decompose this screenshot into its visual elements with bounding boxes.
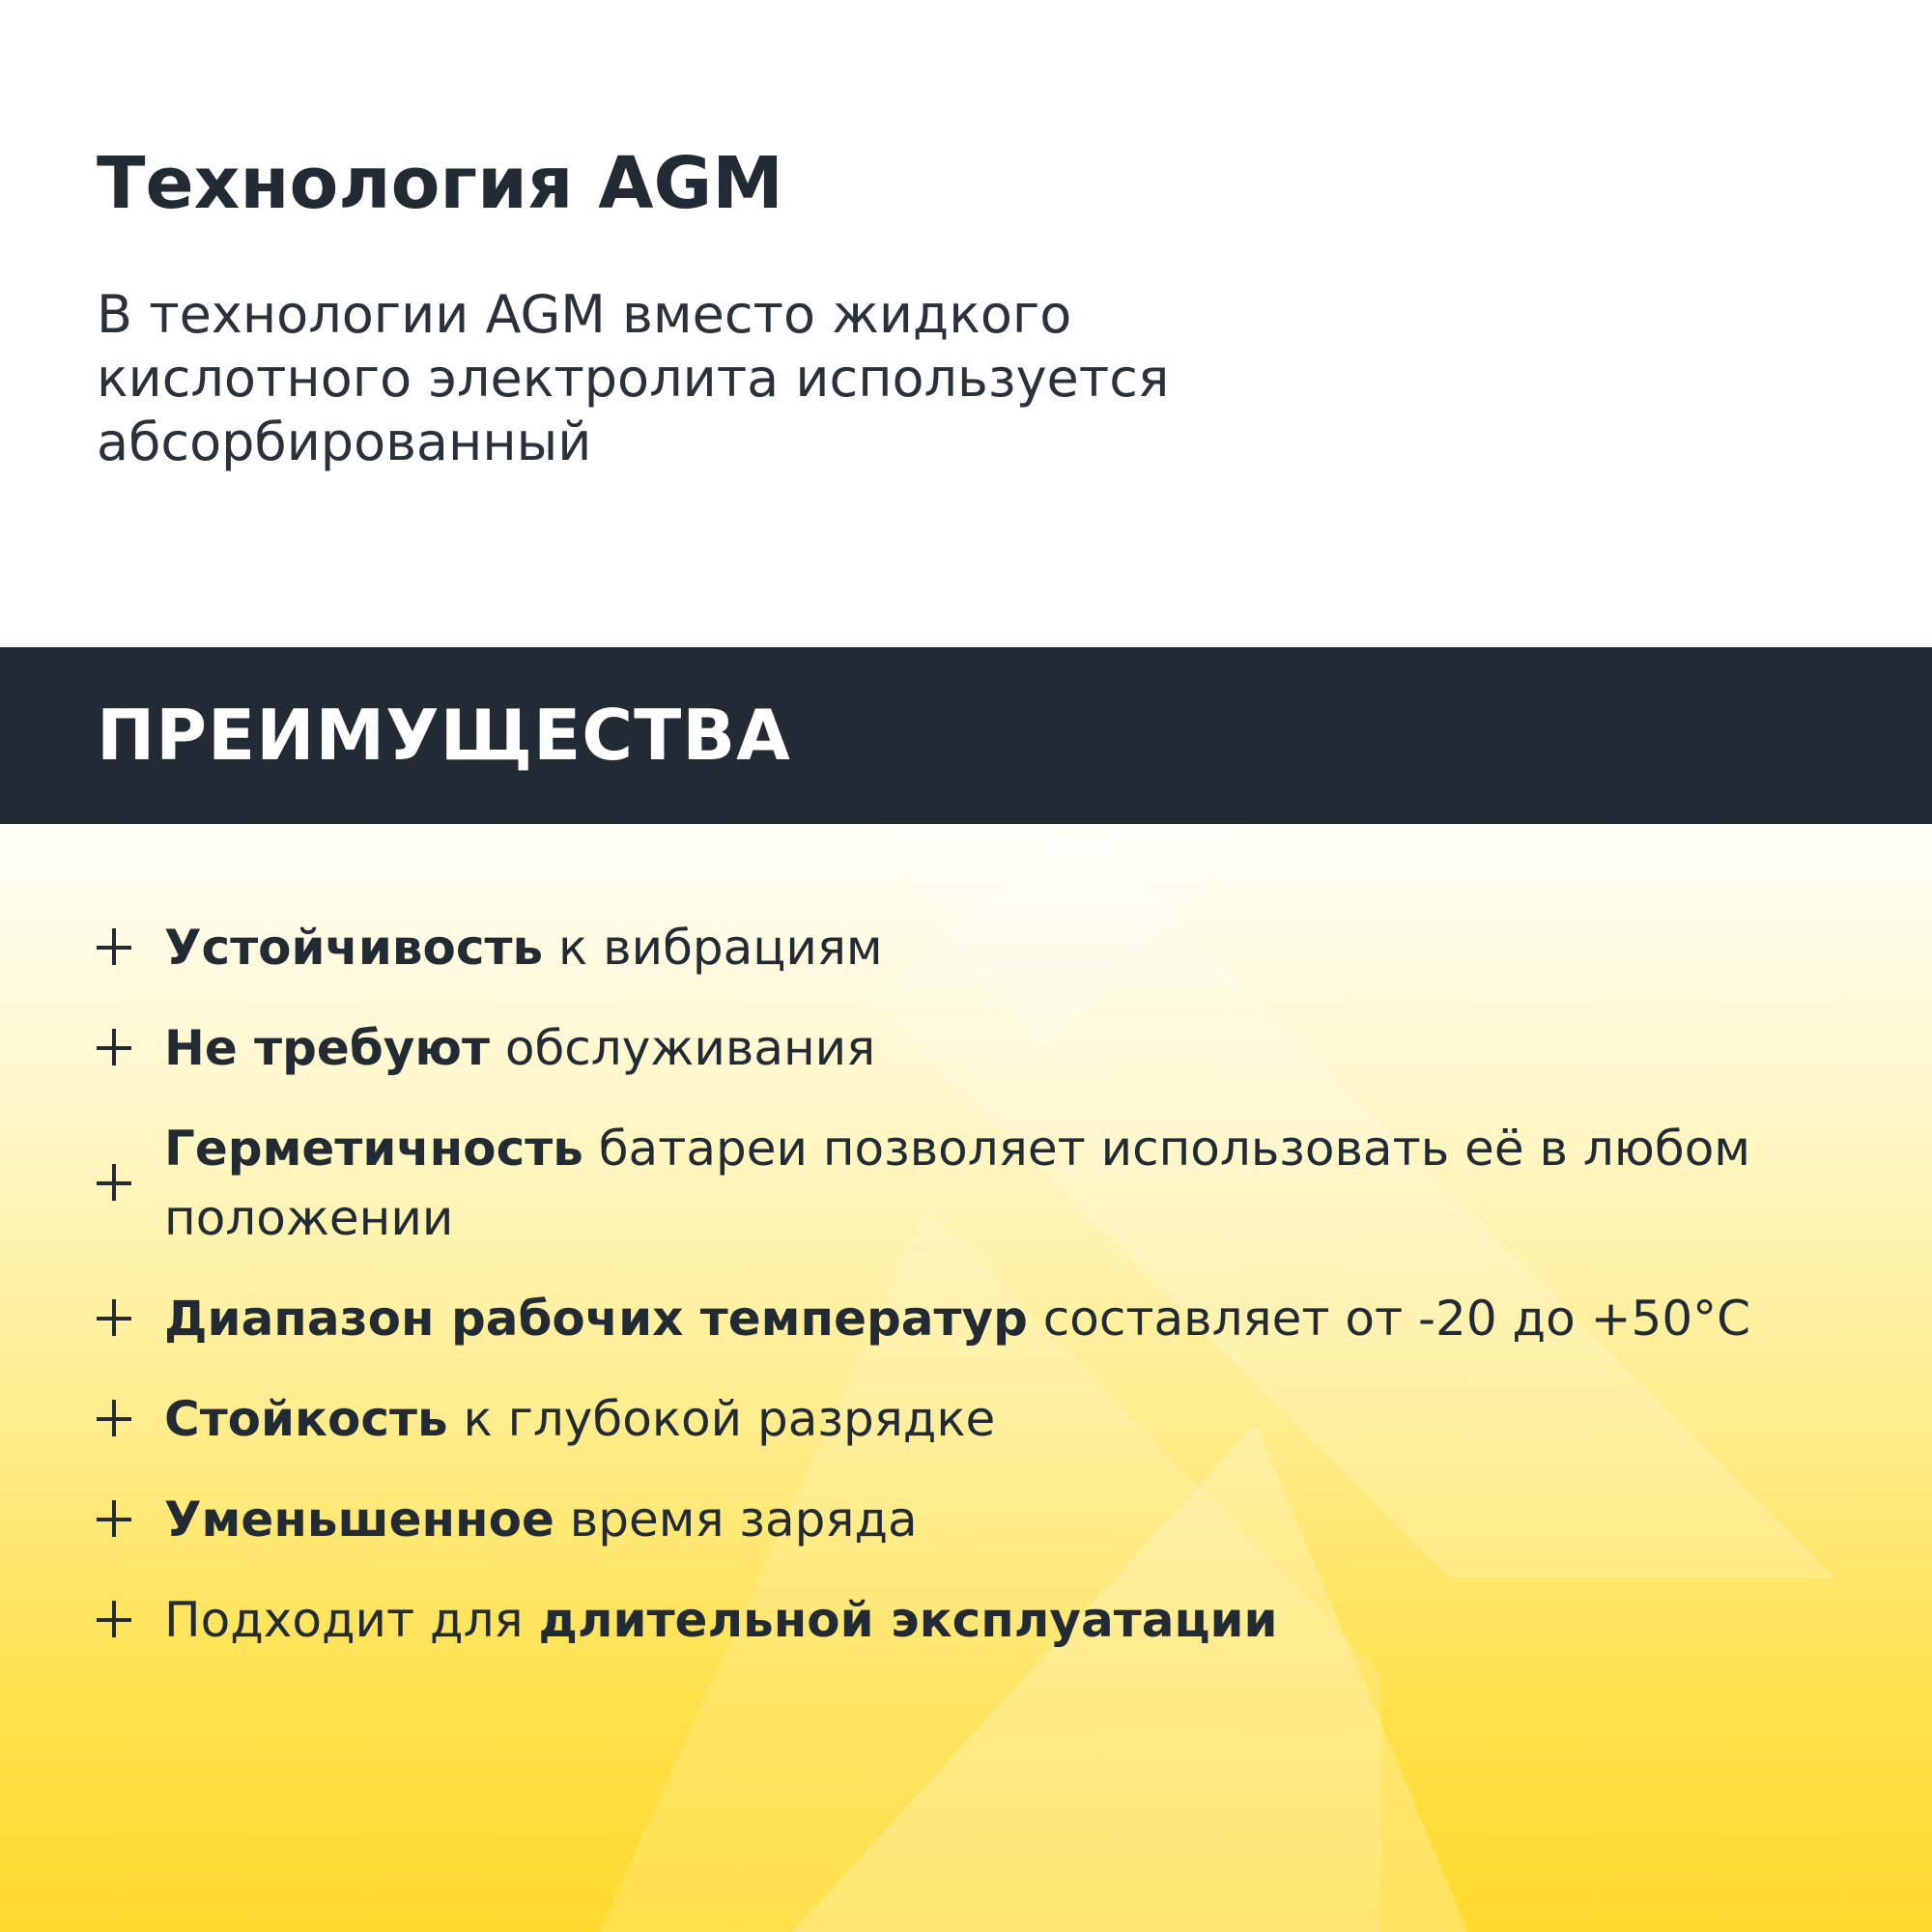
benefit-bold: Уменьшенное	[164, 1492, 554, 1548]
benefit-bold: длительной эксплуатации	[538, 1592, 1278, 1648]
benefit-text	[164, 1114, 1826, 1253]
benefit-text	[164, 913, 1864, 982]
benefit-bold: Диапазон рабочих температур	[164, 1291, 1028, 1347]
intro-text: В технологии AGM вместо жидкого кислотного электролита используется абсорбированный	[97, 284, 1170, 472]
advantages-heading: ПРЕИМУЩЕСТВА	[97, 695, 791, 776]
benefit-bold: Герметичность	[164, 1121, 583, 1177]
benefit-rest: время заряда	[554, 1492, 918, 1548]
benefit-text	[164, 1384, 1864, 1454]
benefits-section	[0, 824, 1932, 1932]
benefit-item-charge-time	[97, 1485, 1835, 1554]
plus-icon	[97, 1500, 135, 1539]
plus-icon	[97, 1299, 135, 1338]
benefit-item-temperature	[97, 1284, 1835, 1353]
benefit-rest: к вибрациям	[543, 920, 883, 976]
benefit-text	[164, 1585, 1864, 1655]
benefit-item-long-life	[97, 1585, 1835, 1655]
benefit-item-vibration	[97, 913, 1835, 982]
plus-icon	[97, 928, 135, 967]
plus-icon	[97, 1164, 135, 1203]
benefit-item-deep-discharge	[97, 1384, 1835, 1454]
benefit-text	[164, 1013, 1864, 1083]
benefit-bold: Не требуют	[164, 1020, 490, 1076]
benefit-rest: обслуживания	[489, 1020, 876, 1076]
benefit-bold: Стойкость	[164, 1391, 448, 1447]
plus-icon	[97, 1601, 135, 1639]
plus-icon	[97, 1400, 135, 1438]
benefit-bold: Устойчивость	[164, 920, 544, 976]
benefit-rest: батареи позволяет использовать её в любом положении	[164, 1121, 1751, 1246]
benefit-rest: к глубокой разрядке	[447, 1391, 996, 1447]
benefit-rest: составляет от -20 до +50°C	[1027, 1291, 1751, 1347]
benefit-item-maintenance	[97, 1013, 1835, 1083]
benefit-pre: Подходит для	[164, 1592, 539, 1648]
benefit-item-sealed	[97, 1114, 1835, 1253]
background-shapes	[0, 824, 1932, 1932]
plus-icon	[97, 1029, 135, 1067]
benefit-text	[164, 1485, 1864, 1554]
benefit-text	[164, 1284, 1864, 1353]
page-title: Технология AGM	[97, 142, 783, 225]
header-section	[0, 0, 1932, 647]
